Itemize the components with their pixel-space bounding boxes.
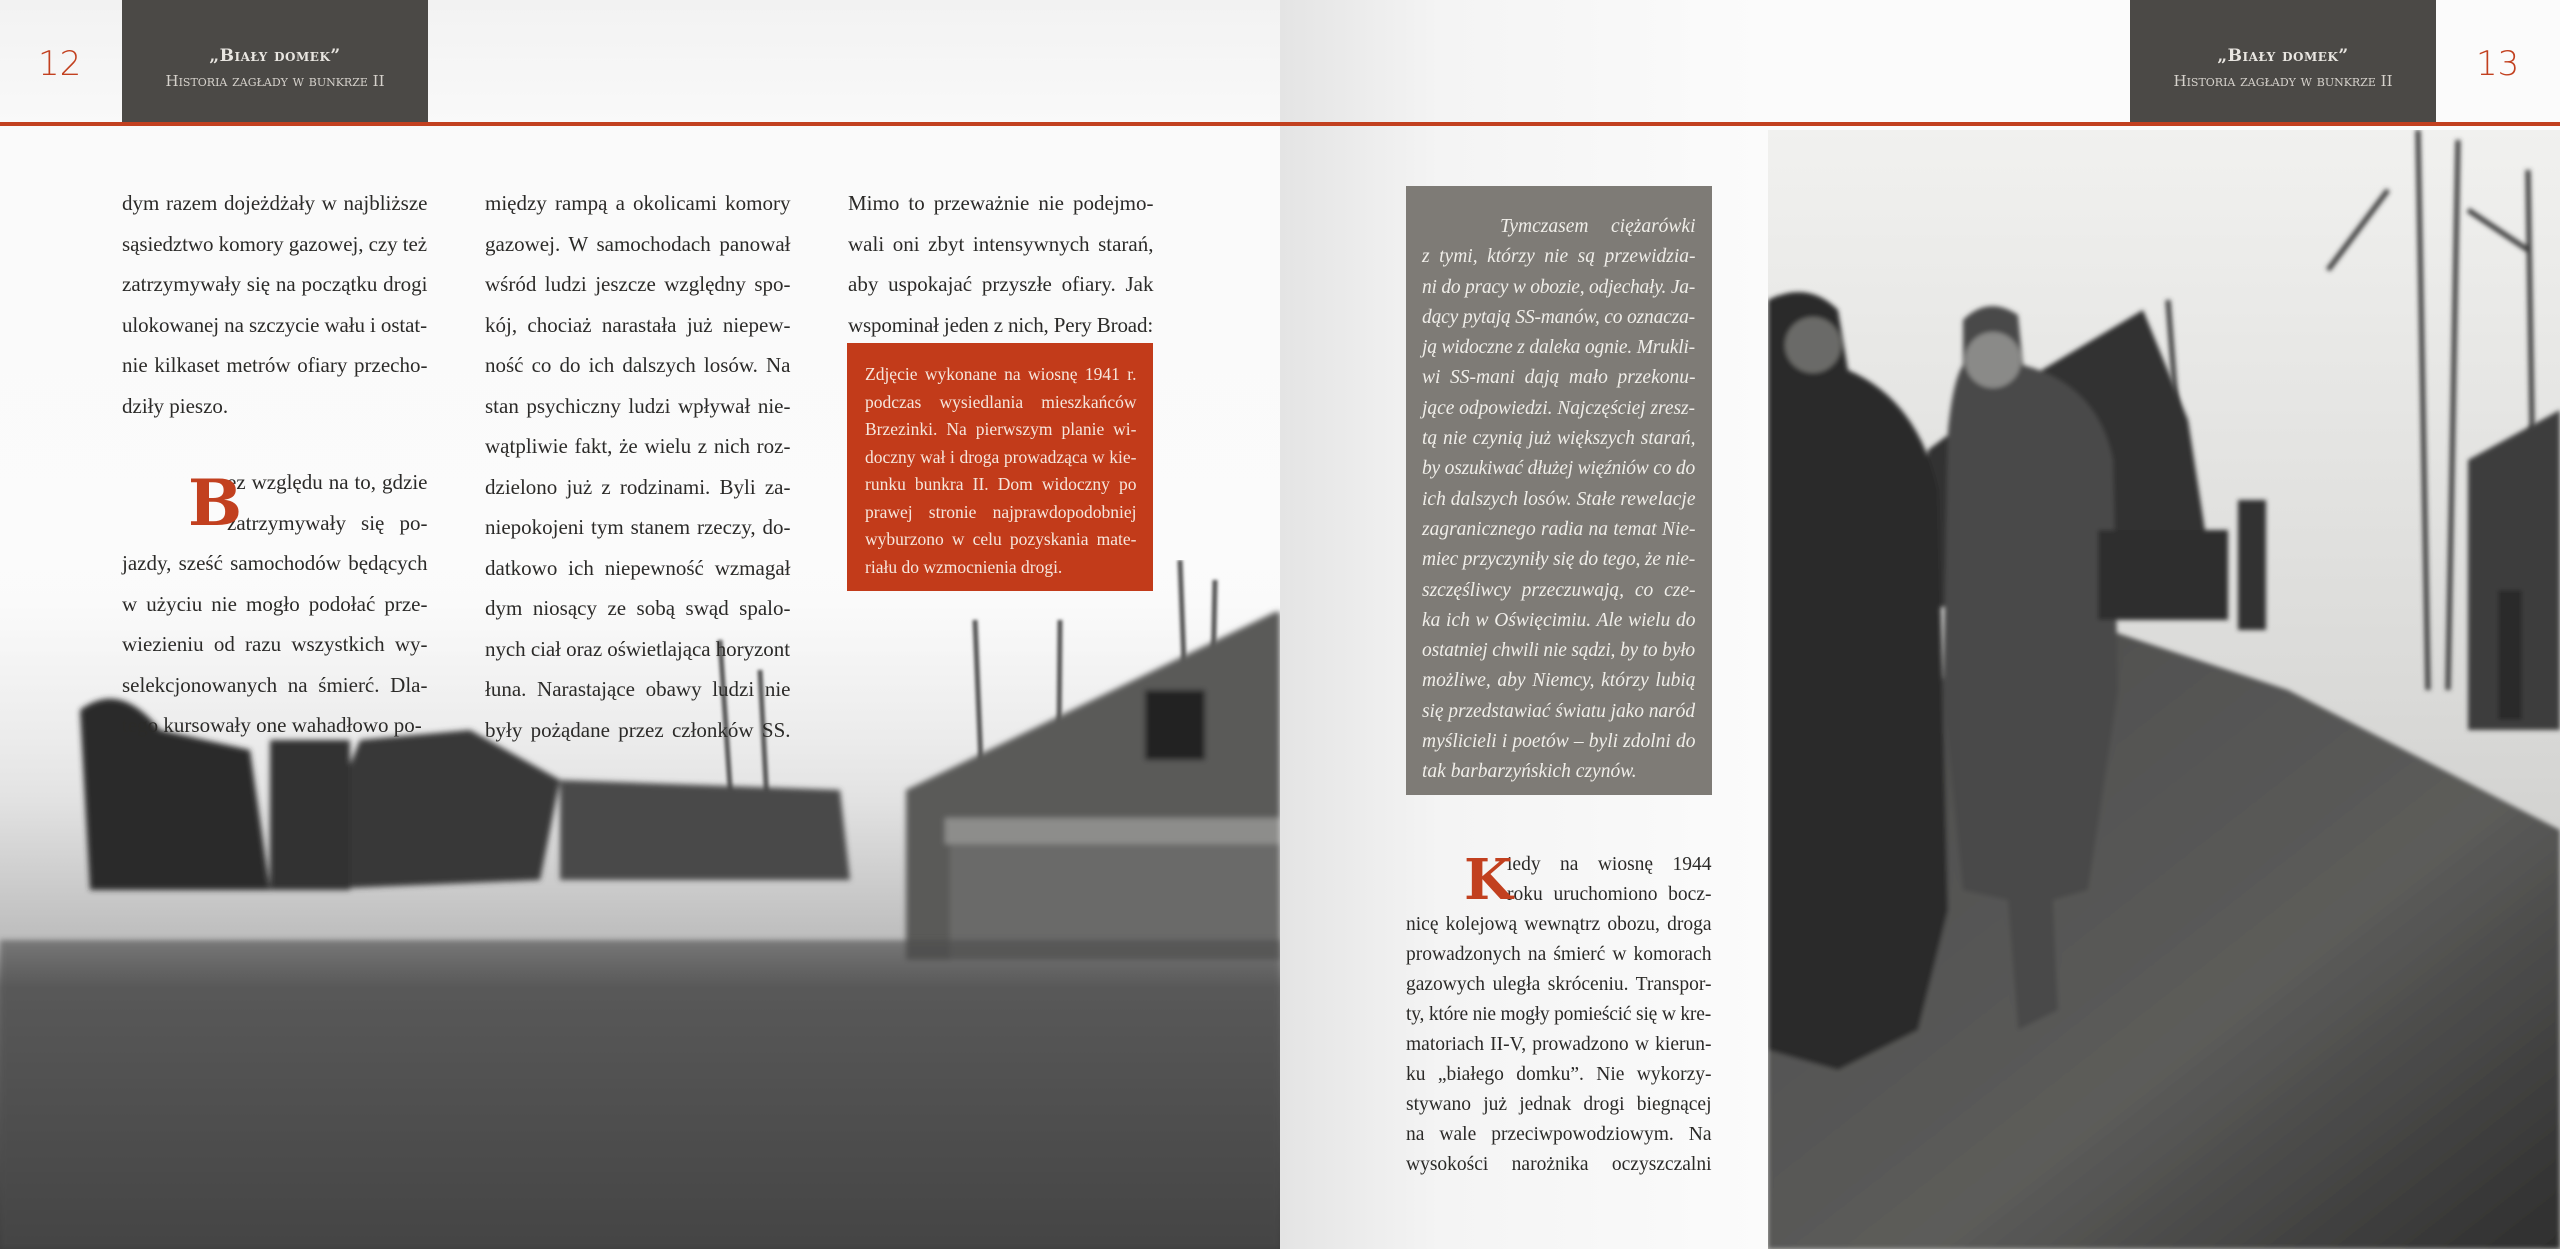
text-line-row [485,669,791,710]
text-line-row [1422,363,1696,393]
text-line-row [1422,606,1696,636]
text-line-row [122,584,428,625]
header-subtitle: Historia zagłady w bunkrze II [165,72,385,90]
text-line-row [1406,1060,1712,1090]
text-line-row [1406,910,1712,940]
text-line-row [485,345,791,386]
quote-text [1422,212,1696,788]
running-header-left [122,0,428,122]
quote-box [1406,186,1712,795]
text-line-row [1406,1030,1712,1060]
text-line-row [1406,880,1712,910]
text-line-row [122,305,428,346]
text-line: doczny wał i droga prowadząca w kie- [865,446,1137,467]
text-line: wyburzono w celu pozyskania mate- [865,529,1137,549]
text-line: z tymi, którzy nie są przewidzia- [1422,246,1696,268]
text-line-row [485,305,791,346]
text-line: miec przyczyniły się do tego, że nie- [1422,549,1695,571]
text-line-row [1422,727,1696,757]
text-line: kój, chociaż narastała już niepew- [485,312,791,337]
text-line-row [865,361,1137,389]
text-line-row [848,224,1154,265]
text-line: jazdy, sześć samochodów będących [122,551,428,575]
text-line: prowadzonych na śmierć w komorach [1406,944,1712,965]
text-line-row [1406,940,1712,970]
text-line: zatrzymywały się na początku drogi [122,272,428,296]
text-line-row [865,389,1137,417]
text-line: ty, które nie mogły pomieścić się w kre- [1406,1004,1711,1025]
header-rule [0,122,2560,126]
text-line: możliwe, aby Niemcy, którzy lubią [1422,670,1696,692]
text-column-2 [485,183,791,750]
text-line: między rampą a okolicami komory [485,191,791,215]
text-line: ją widoczne z daleka ognie. Mrukli- [1422,337,1695,359]
text-line: datkowo ich niepewność wzmagał [485,555,791,580]
text-line: Zdjęcie wykonane na wiosnę 1941 r. [865,364,1137,384]
text-line-row [1422,485,1696,515]
text-line-row [485,467,791,508]
paragraph [122,462,428,746]
text-line: ni do pracy w obozie, odjechały. Ja- [1422,276,1695,298]
text-line-row [485,264,791,305]
text-line: w użyciu nie mogło podołać prze- [122,591,428,616]
text-line: stan psychiczny ludzi wpływał nie- [485,393,791,418]
text-line: łuna. Narastające obawy ludzi nie [485,677,791,701]
photo-caption-box [847,343,1153,591]
text-line-row [122,543,428,584]
text-column-3 [848,183,1154,345]
text-line: ku „białego domku”. Nie wykorzy- [1406,1064,1712,1085]
paragraph [122,183,428,426]
text-line-row [865,416,1137,444]
text-line: tak barbarzyńskich czynów. [1422,761,1637,783]
header-subtitle: Historia zagłady w bunkrze II [2173,72,2393,90]
text-line-row [485,507,791,548]
text-line-row [485,224,791,265]
text-line: nicę kolejową wewnątrz obozu, droga [1406,914,1712,935]
page-number: 13 [2476,44,2520,84]
text-line: nych ciał oraz oświetlająca horyzont [485,636,790,661]
text-line: sąsiedztwo komory gazowej, czy też [122,231,427,256]
header-title: „Biały domek” [209,46,341,66]
text-line: ność co do ich dalszych losów. Na [485,353,791,377]
text-line: wspominał jeden z nich, Pery Broad: [848,312,1153,337]
paragraph-lines [122,462,428,746]
drop-cap: K [1464,847,1513,913]
text-line-row [122,345,428,386]
text-line: tą nie czynią już większych starań, [1422,428,1696,450]
text-line: niepokojeni tym stanem rzeczy, do- [485,515,791,539]
paragraph [848,183,1154,345]
text-line-row [122,462,428,503]
text-line-row [1422,576,1696,606]
text-line: były pożądane przez członków SS. [485,717,791,742]
text-line: Mimo to przeważnie nie podejmo- [848,191,1154,215]
text-line: stywano już jednak drogi biegnącej [1406,1094,1712,1115]
text-line: prawej stronie najprawdopodobniej [865,501,1137,522]
text-line-row [1422,757,1696,787]
text-line-row [865,499,1137,527]
text-column-right [1406,847,1712,1180]
text-line-row [848,183,1154,224]
text-line-row [1422,303,1696,333]
text-line: roku uruchomiono bocz- [1507,884,1712,905]
text-line: riału do wzmocnienia drogi. [865,556,1063,577]
text-line-row [848,264,1154,305]
text-line: gazowej. W samochodach panował [485,231,791,256]
text-line: wi SS-mani dają mało przekonu- [1422,367,1696,389]
text-line: Brzezinki. Na pierwszym planie wi- [865,419,1137,439]
text-line: by oszukiwać dłużej więźniów co do [1422,458,1695,480]
text-line-row [122,705,428,746]
text-line-row [1422,666,1696,696]
text-line-row [122,264,428,305]
text-line: myślicieli i poetów – byli zdolni do [1422,731,1696,753]
text-line: dzielono już z rodzinami. Byli za- [485,474,791,499]
text-line-row [1422,273,1696,303]
text-line-row [122,665,428,706]
text-line-row [1422,394,1696,424]
text-line: ich dalszych losów. Stałe rewelacje [1422,488,1696,510]
text-line-row [485,710,791,751]
drop-cap: B [188,466,243,541]
text-line-row [485,629,791,670]
text-line: runku bunkra II. Dom widoczny po [865,474,1137,494]
text-line: na wale przeciwpowodziowym. Na [1406,1124,1712,1145]
text-line: dym niosący ze sobą swąd spalo- [485,596,791,620]
text-line: ulokowanej na szczycie wału i ostat- [122,312,427,337]
text-line: wysokości narożnika oczyszczalni [1406,1154,1712,1175]
text-line: się przedstawiać światu jako naród [1422,700,1695,722]
text-line-row [1406,1000,1712,1030]
photo-soldiers-on-embankment [1768,130,2560,1249]
text-line: aby uspokajać przyszłe ofiary. Jak [848,272,1154,296]
page-number: 12 [38,44,82,84]
paragraph [485,183,791,750]
text-line-row [485,548,791,589]
text-line: zagranicznego radia na temat Nie- [1422,518,1696,540]
text-line: zatrzymywały się po- [227,510,428,535]
text-line-row [1422,454,1696,484]
text-line-row [865,444,1137,472]
text-line-row [1422,636,1696,666]
text-line-row [1422,515,1696,545]
text-line: ez względu na to, gdzie [227,470,428,494]
text-line-row [1422,212,1696,242]
text-line-row [122,183,428,224]
header-title: „Biały domek” [2217,46,2349,66]
caption-text [865,361,1137,581]
text-line-row [485,588,791,629]
text-column-1 [122,183,428,746]
text-line: wiezieniu od razu wszystkich wy- [122,632,428,656]
text-line-row [1422,697,1696,727]
paragraph [1406,847,1712,1180]
text-line-row [865,471,1137,499]
text-line: Tymczasem ciężarówki [1500,216,1696,237]
text-line: tego kursowały one wahadłowo po- [122,713,422,737]
text-line: matoriach II-V, prowadzono w kierun- [1406,1034,1712,1055]
text-line-row [1422,333,1696,363]
text-line-row [122,624,428,665]
text-line-row [122,503,428,544]
text-line: selekcjonowanych na śmierć. Dla- [122,672,428,697]
text-line-row [1422,545,1696,575]
text-line-row [1406,1120,1712,1150]
text-line-row [1422,424,1696,454]
text-line-row [865,526,1137,554]
text-line: ka ich w Oświęcimiu. Ale wielu do [1422,609,1696,631]
text-line: nie kilkaset metrów ofiary przecho- [122,353,428,377]
text-line-row [122,386,428,427]
text-line-row [1422,242,1696,272]
text-line-row [1406,1150,1712,1180]
text-line: wątpliwie fakt, że wielu z nich roz- [485,434,791,458]
text-line-row [1406,850,1712,880]
text-line-row [1406,970,1712,1000]
text-line-row [865,554,1137,582]
text-line: wśród ludzi jeszcze względny spo- [485,272,791,296]
text-line: ostatniej chwili nie sądzi, by to było [1422,640,1695,662]
text-line: dym razem dojeżdżały w najbliższe [122,191,428,215]
text-line: podczas wysiedlania mieszkańców [865,391,1137,412]
text-line-row [485,183,791,224]
text-line: iedy na wiosnę 1944 [1507,854,1712,875]
text-line: gazowych uległa skróceniu. Transpor- [1406,974,1712,995]
text-line-row [848,305,1154,346]
text-line-row [1406,1090,1712,1120]
text-line-row [485,386,791,427]
paragraph-lines [1406,847,1712,1180]
text-line: wali oni zbyt intensywnych starań, [848,231,1154,256]
text-line-row [485,426,791,467]
text-line: dący pytają SS-manów, co oznacza- [1422,306,1695,328]
text-line-row [122,224,428,265]
text-line: szczęśliwcy przeczuwają, co cze- [1422,579,1696,601]
running-header-right [2130,0,2436,122]
text-line: jące odpowiedzi. Najczęściej zresz- [1422,397,1695,419]
text-line: dziły pieszo. [122,393,229,418]
